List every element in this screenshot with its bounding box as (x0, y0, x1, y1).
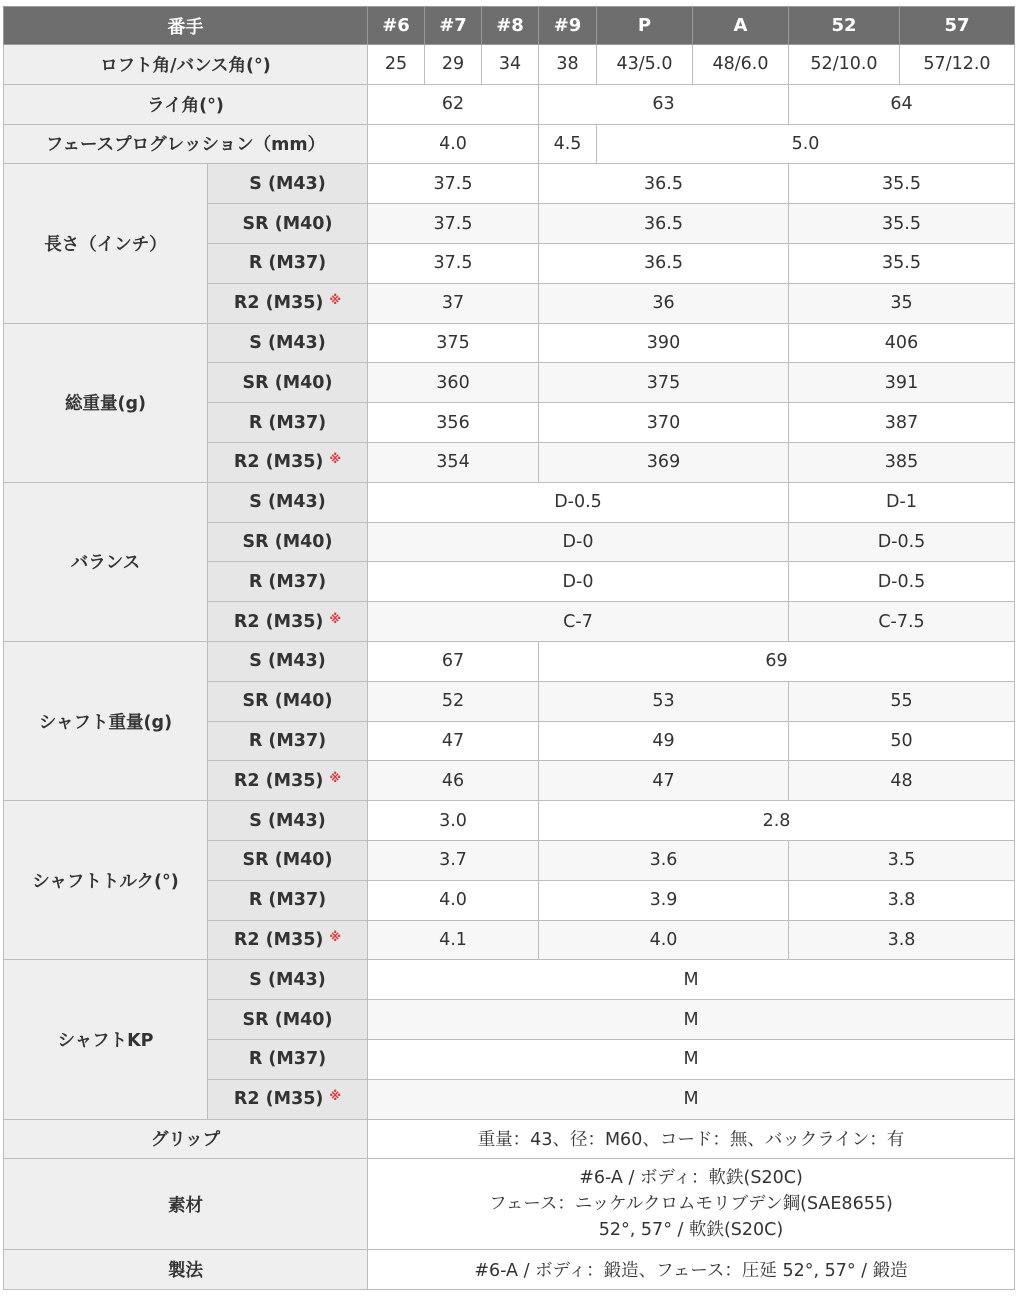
weight-value: 391 (789, 363, 1015, 403)
shaft-weight-value: 48 (789, 761, 1015, 801)
flex-label-r2 (208, 1079, 368, 1119)
length-value: 35.5 (789, 204, 1015, 244)
balance-value: D-0.5 (368, 482, 789, 522)
flex-label: SR (M40) (208, 1000, 368, 1040)
flex-label: SR (M40) (208, 204, 368, 244)
shaft-torque-value: 3.0 (368, 801, 539, 841)
material-line: 52°, 57° / 軟鉄(S20C) (598, 1220, 784, 1241)
flex-label-r2 (208, 442, 368, 482)
lie-row (4, 84, 1015, 124)
flex-label-text: R2 (M35) (233, 611, 324, 632)
material-row (4, 1159, 1015, 1250)
shaft-weight-value: 49 (539, 721, 789, 761)
flex-label-text: R2 (M35) (233, 770, 324, 791)
weight-label: 総重量(g) (4, 323, 208, 482)
shaft-kp-value: M (368, 1039, 1015, 1079)
flex-label: S (M43) (208, 482, 368, 522)
grip-label: グリップ (4, 1119, 368, 1159)
weight-value: 387 (789, 403, 1015, 443)
club-header: 52 (789, 7, 900, 45)
lie-value: 63 (539, 84, 789, 124)
flex-label: R (M37) (208, 403, 368, 443)
flex-label-text: R2 (M35) (233, 452, 324, 473)
balance-label: バランス (4, 482, 208, 641)
shaft-weight-value: 47 (368, 721, 539, 761)
note-mark: ※ (329, 293, 342, 308)
loft-row (4, 45, 1015, 85)
club-header: #8 (482, 7, 539, 45)
weight-value: 360 (368, 363, 539, 403)
shaft-torque-label: シャフトトルク(°) (4, 801, 208, 960)
material-line: #6-A / ボディ：軟鉄(S20C) (579, 1168, 803, 1189)
balance-row (4, 482, 1015, 522)
method-row (4, 1250, 1015, 1290)
flex-label: R (M37) (208, 562, 368, 602)
flex-label-text: R2 (M35) (233, 929, 324, 950)
balance-value: D-0 (368, 562, 789, 602)
flex-label: S (M43) (208, 960, 368, 1000)
shaft-weight-value: 55 (789, 681, 1015, 721)
flex-label-r2 (208, 761, 368, 801)
shaft-torque-value: 3.9 (539, 880, 789, 920)
shaft-weight-value: 50 (789, 721, 1015, 761)
loft-value: 38 (539, 45, 597, 85)
weight-value: 375 (539, 363, 789, 403)
weight-row (4, 323, 1015, 363)
length-value: 35.5 (789, 164, 1015, 204)
length-value: 36 (539, 283, 789, 323)
flex-label: S (M43) (208, 164, 368, 204)
shaft-kp-row (4, 960, 1015, 1000)
progression-value: 4.5 (539, 124, 597, 164)
lie-value: 62 (368, 84, 539, 124)
loft-value: 57/12.0 (900, 45, 1015, 85)
length-value: 35 (789, 283, 1015, 323)
length-value: 36.5 (539, 204, 789, 244)
flex-label-text: R2 (M35) (233, 293, 324, 314)
shaft-kp-value: M (368, 1000, 1015, 1040)
shaft-torque-value: 3.8 (789, 880, 1015, 920)
shaft-weight-value: 69 (539, 641, 1015, 681)
shaft-weight-value: 46 (368, 761, 539, 801)
length-value: 36.5 (539, 164, 789, 204)
loft-value: 52/10.0 (789, 45, 900, 85)
shaft-weight-value: 67 (368, 641, 539, 681)
flex-label: SR (M40) (208, 840, 368, 880)
shaft-weight-value: 53 (539, 681, 789, 721)
shaft-weight-value: 52 (368, 681, 539, 721)
flex-label-r2 (208, 920, 368, 960)
method-label: 製法 (4, 1250, 368, 1290)
progression-value: 5.0 (597, 124, 1015, 164)
shaft-torque-value: 3.6 (539, 840, 789, 880)
flex-label: R (M37) (208, 1039, 368, 1079)
flex-label-r2 (208, 602, 368, 642)
loft-label: ロフト角/バンス角(°) (4, 45, 368, 85)
flex-label: S (M43) (208, 641, 368, 681)
length-value: 35.5 (789, 243, 1015, 283)
flex-label: R (M37) (208, 721, 368, 761)
flex-label: S (M43) (208, 323, 368, 363)
header-row (4, 7, 1015, 45)
lie-value: 64 (789, 84, 1015, 124)
method-value: #6-A / ボディ：鍛造、フェース：圧延 52°, 57° / 鍛造 (368, 1250, 1015, 1290)
shaft-torque-value: 3.8 (789, 920, 1015, 960)
grip-row (4, 1119, 1015, 1159)
note-mark: ※ (329, 1089, 342, 1104)
flex-label: S (M43) (208, 801, 368, 841)
shaft-torque-value: 2.8 (539, 801, 1015, 841)
weight-value: 356 (368, 403, 539, 443)
balance-value: D-0.5 (789, 522, 1015, 562)
shaft-kp-value: M (368, 960, 1015, 1000)
balance-value: D-1 (789, 482, 1015, 522)
length-value: 37.5 (368, 204, 539, 244)
weight-value: 375 (368, 323, 539, 363)
weight-value: 369 (539, 442, 789, 482)
loft-value: 48/6.0 (693, 45, 789, 85)
shaft-kp-value: M (368, 1079, 1015, 1119)
club-header: A (693, 7, 789, 45)
balance-value: C-7 (368, 602, 789, 642)
flex-label-text: R2 (M35) (233, 1089, 324, 1110)
club-header: P (597, 7, 693, 45)
length-value: 37 (368, 283, 539, 323)
shaft-torque-row (4, 801, 1015, 841)
length-value: 37.5 (368, 164, 539, 204)
shaft-torque-value: 4.1 (368, 920, 539, 960)
flex-label: R (M37) (208, 243, 368, 283)
flex-label: SR (M40) (208, 522, 368, 562)
loft-value: 43/5.0 (597, 45, 693, 85)
header-label: 番手 (4, 7, 368, 45)
shaft-torque-value: 4.0 (539, 920, 789, 960)
weight-value: 385 (789, 442, 1015, 482)
flex-label-r2 (208, 283, 368, 323)
progression-row (4, 124, 1015, 164)
shaft-weight-value: 47 (539, 761, 789, 801)
progression-value: 4.0 (368, 124, 539, 164)
weight-value: 370 (539, 403, 789, 443)
shaft-torque-value: 4.0 (368, 880, 539, 920)
loft-value: 29 (425, 45, 482, 85)
note-mark: ※ (329, 770, 342, 785)
club-header: #9 (539, 7, 597, 45)
weight-value: 406 (789, 323, 1015, 363)
club-header: #6 (368, 7, 425, 45)
balance-value: C-7.5 (789, 602, 1015, 642)
loft-value: 25 (368, 45, 425, 85)
note-mark: ※ (329, 452, 342, 467)
shaft-torque-value: 3.5 (789, 840, 1015, 880)
material-value (368, 1159, 1015, 1250)
length-value: 36.5 (539, 243, 789, 283)
length-row (4, 164, 1015, 204)
note-mark: ※ (329, 611, 342, 626)
club-header: 57 (900, 7, 1015, 45)
balance-value: D-0.5 (789, 562, 1015, 602)
spec-table (3, 6, 1015, 1290)
shaft-weight-label: シャフト重量(g) (4, 641, 208, 800)
grip-value: 重量：43、径：M60、コード：無、バックライン：有 (368, 1119, 1015, 1159)
material-label: 素材 (4, 1159, 368, 1250)
material-line: フェース：ニッケルクロムモリブデン鋼(SAE8655) (489, 1194, 893, 1215)
club-header: #7 (425, 7, 482, 45)
flex-label: SR (M40) (208, 681, 368, 721)
shaft-kp-label: シャフトKP (4, 960, 208, 1119)
loft-value: 34 (482, 45, 539, 85)
flex-label: SR (M40) (208, 363, 368, 403)
balance-value: D-0 (368, 522, 789, 562)
weight-value: 390 (539, 323, 789, 363)
flex-label: R (M37) (208, 880, 368, 920)
weight-value: 354 (368, 442, 539, 482)
length-label: 長さ（インチ） (4, 164, 208, 323)
length-value: 37.5 (368, 243, 539, 283)
shaft-weight-row (4, 641, 1015, 681)
note-mark: ※ (329, 929, 342, 944)
progression-label: フェースプログレッション（mm） (4, 124, 368, 164)
shaft-torque-value: 3.7 (368, 840, 539, 880)
lie-label: ライ角(°) (4, 84, 368, 124)
